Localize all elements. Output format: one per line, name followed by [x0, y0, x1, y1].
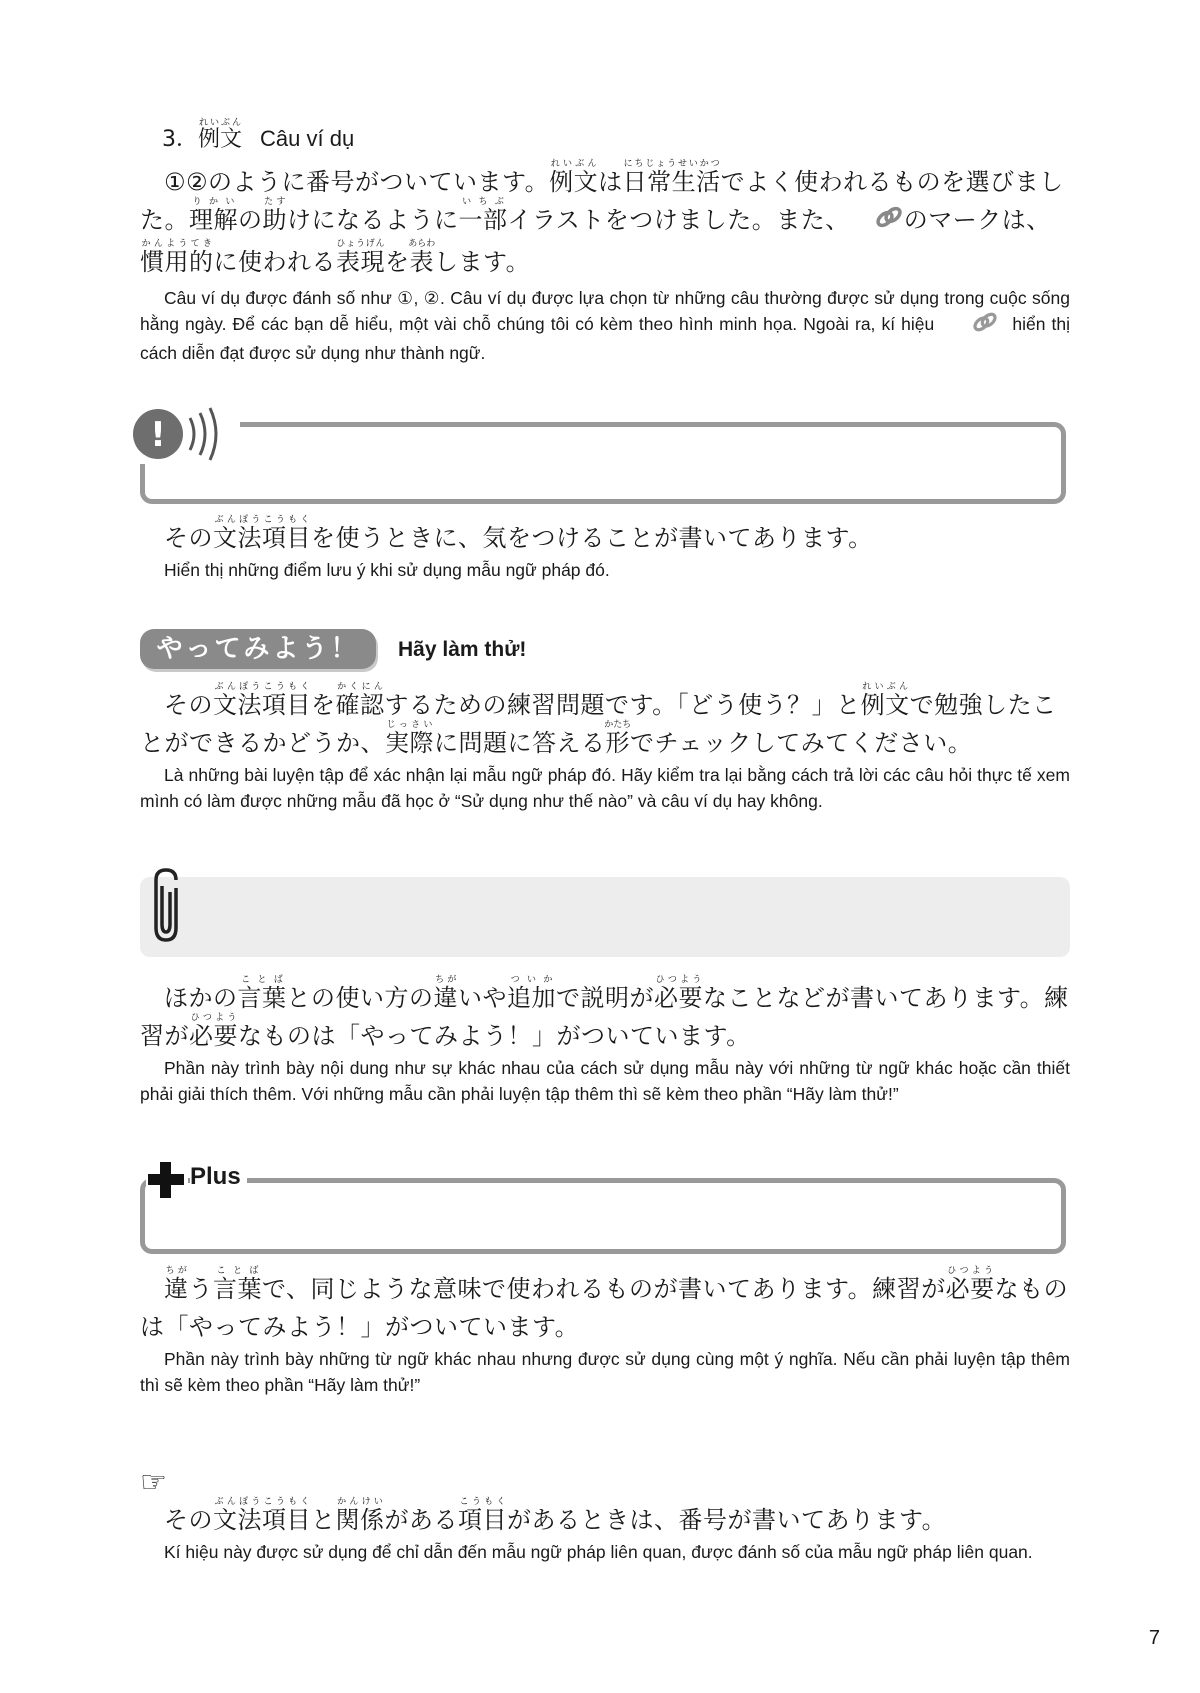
vi-paragraph: Câu ví dụ được đánh số như ①, ②. Câu ví dụ được lựa chọn từ những câu thường được sử dụng trong cuộc sống hằng ngày. Để các bạn dễ hiểu, một vài chỗ chúng tôi có kèm theo hình minh họa. Ngoài ra, kí hiệu hiển thị cách diễn đạt được sử dụng như thành ngữ.	[140, 288, 1070, 363]
try-it-text	[140, 682, 1070, 814]
pointing-hand-icon: ☞	[140, 1465, 167, 1500]
vi-paragraph: Là những bài luyện tập để xác nhận lại mẫu ngữ pháp đó. Hãy kiểm tra lại bằng cách trả lời các câu hỏi thực tế xem mình có làm được những mẫu đã học ở “Sử dụng như thế nào” và câu ví dụ hay không.	[140, 765, 1070, 811]
caution-box	[140, 422, 1066, 504]
section-number: 3．	[162, 127, 198, 152]
try-it-badge-vn: Hãy làm thử!	[398, 638, 527, 661]
caution-icon	[130, 404, 240, 464]
note-text	[140, 975, 1070, 1107]
ja-paragraph: ①②のように番号がついています。例文れいぶんは日常生活にちじょうせいかつでよく使われるものを選びました。理解りかいの助たすけになるように一部いちぶイラストをつけました。また、 のマークは、慣用的かんようてきに使われる表現ひょうげんを表あらわします。	[140, 159, 1064, 276]
page-number: 7	[1148, 1627, 1160, 1649]
plus-text	[140, 1266, 1070, 1398]
furigana: れいぶん	[198, 118, 243, 128]
ja-paragraph: 違ちがう言葉ことばで、同じような意味で使われるものが書いてあります。練習が必要ひつようなものは「やってみよう！」がついています。	[140, 1266, 1069, 1341]
note-box	[140, 877, 1070, 957]
section-heading	[162, 118, 1070, 155]
vi-paragraph: Phần này trình bày nội dung như sự khác nhau của cách sử dụng mẫu này với những từ ngữ khác hoặc cần thiết phải giải thích thêm. Với những mẫu cần phải luyện tập thêm thì sẽ kèm theo phần “Hãy làm thử!”	[140, 1058, 1070, 1104]
ja-paragraph: その文法項目ぶんぽうこうもくと関係かんけいがある項目こうもくがあるときは、番号が書いてあります。	[164, 1497, 947, 1534]
vi-paragraph: Kí hiệu này được sử dụng để chỉ dẫn đến mẫu ngữ pháp liên quan, được đánh số của mẫu ngữ pháp liên quan.	[164, 1542, 1033, 1562]
caution-text	[140, 515, 1070, 583]
link-icon	[850, 202, 904, 240]
vi-paragraph: Phần này trình bày những từ ngữ khác nhau nhưng được sử dụng cùng một ý nghĩa. Nếu cần phải luyện tập thêm thì sẽ kèm theo phần “Hãy làm thử!”	[140, 1349, 1070, 1395]
paperclip-icon	[150, 866, 190, 950]
section-title: 例文	[198, 127, 243, 152]
svg-text:!: !	[150, 415, 166, 455]
section-title-vn: Câu ví dụ	[260, 126, 355, 151]
ja-paragraph: ほかの言葉ことばとの使い方の違ちがいや追加ついかで説明が必要ひつようなことなどが書いてあります。練習が必要ひつようなものは「やってみよう！」がついています。	[140, 975, 1069, 1050]
try-it-badge: やってみよう！	[140, 629, 376, 669]
reference-text	[140, 1497, 1070, 1565]
ja-paragraph: その文法項目ぶんぽうこうもくを使うときに、気をつけることが書いてあります。	[164, 515, 873, 552]
ja-paragraph: その文法項目ぶんぽうこうもくを確認かくにんするための練習問題です。「どう使う？」と例文れいぶんで勉強したことができるかどうか、実際じっさいに問題に答える形かたちでチェックしてみてください。	[140, 682, 1057, 757]
link-icon	[946, 311, 1000, 340]
plus-box	[140, 1178, 1066, 1254]
plus-icon	[146, 1160, 188, 1200]
section-example-sentences	[140, 118, 1070, 366]
vi-paragraph: Hiển thị những điểm lưu ý khi sử dụng mẫu ngữ pháp đó.	[164, 560, 610, 580]
plus-label: Plus	[190, 1163, 247, 1191]
